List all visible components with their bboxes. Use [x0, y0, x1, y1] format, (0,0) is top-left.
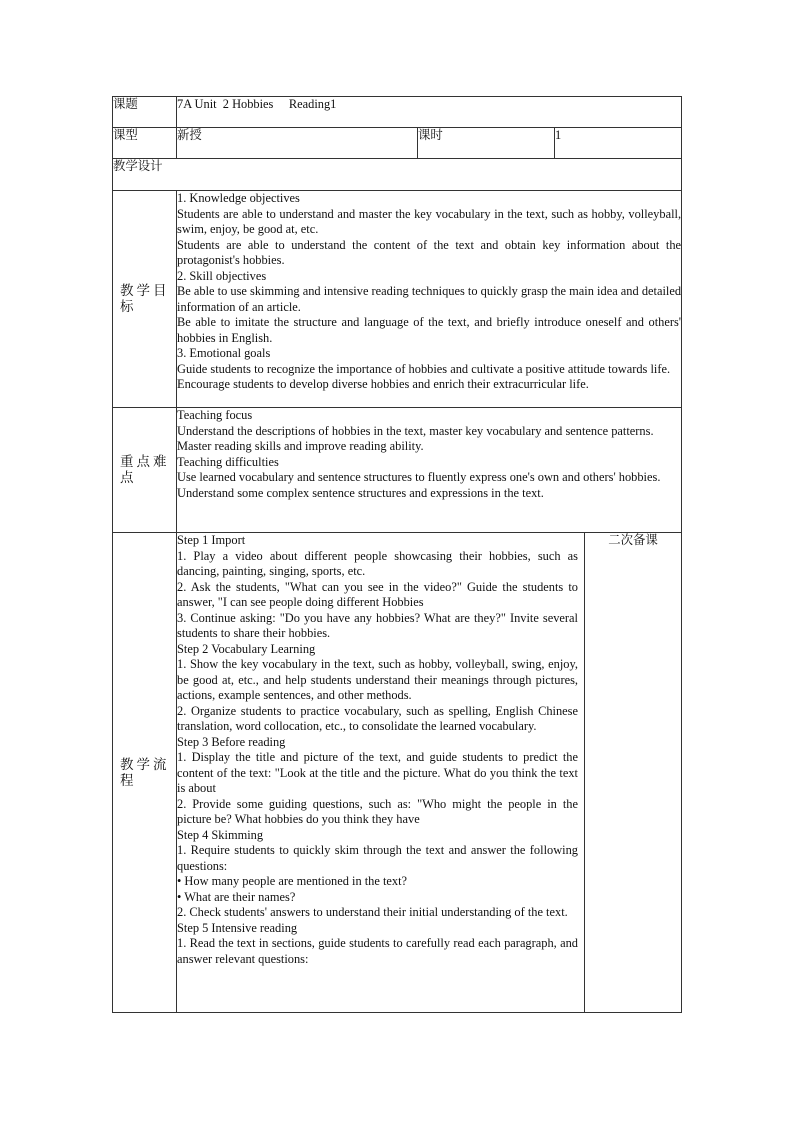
- design-label: 教学设计: [113, 159, 682, 191]
- process-line: 2. Organize students to practice vocabulary, such as spelling, English Chinese translation, word collocation, etc., to consolidate the learned vocabulary.: [177, 703, 578, 733]
- period-value: 1: [555, 128, 682, 159]
- focus-content: [177, 408, 682, 533]
- objective-line: 3. Emotional goals: [177, 346, 271, 360]
- lesson-plan-table: [112, 96, 682, 1013]
- objective-line: Encourage students to develop diverse hobbies and enrich their extracurricular life.: [177, 377, 589, 391]
- focus-line: Use learned vocabulary and sentence structures to fluently express one's own and others' hobbies.: [177, 470, 661, 484]
- objective-line: Be able to imitate the structure and language of the text, and briefly introduce oneself and others' hobbies in English.: [177, 315, 682, 345]
- process-line: 1. Read the text in sections, guide students to carefully read each paragraph, and answer relevant questions:: [177, 936, 578, 966]
- process-line: Step 3 Before reading: [177, 734, 286, 749]
- type-row: [113, 128, 682, 159]
- objectives-content: [177, 191, 682, 408]
- process-line: Step 4 Skimming: [177, 827, 264, 842]
- process-content: [177, 533, 585, 1013]
- topic-value: 7A Unit 2 Hobbies Reading1: [177, 97, 682, 128]
- focus-line: Understand the descriptions of hobbies in the text, master key vocabulary and sentence patterns.: [177, 423, 654, 438]
- objective-line: Guide students to recognize the importance of hobbies and cultivate a positive attitude towards life.: [177, 361, 671, 376]
- focus-line: Understand some complex sentence structures and expressions in the text.: [177, 485, 544, 500]
- objective-line: Students are able to understand and master the key vocabulary in the text, such as hobby, volleyball, swim, enjoy, be good at, etc.: [177, 206, 682, 236]
- secondary-prep-column: [585, 533, 682, 1013]
- focus-line: Teaching difficulties: [177, 454, 279, 469]
- process-line: 1. Play a video about different people showcasing their hobbies, such as dancing, painting, singing, sports, etc.: [177, 548, 578, 578]
- objectives-label: 教学目标: [113, 191, 177, 408]
- process-line: 1. Display the title and picture of the text, and guide students to predict the content of the text: "Look at the title and the picture. What do you think the text is about: [177, 750, 578, 795]
- process-line: 3. Continue asking: "Do you have any hobbies? What are they?" Invite several students to share their hobbies.: [177, 610, 578, 640]
- topic-label: 课题: [113, 97, 177, 128]
- process-line: 2. Check students' answers to understand their initial understanding of the text.: [177, 905, 568, 919]
- type-label: 课型: [113, 128, 177, 159]
- design-row: [113, 159, 682, 191]
- process-line: Step 1 Import: [177, 533, 246, 547]
- secondary-prep-label: 二次备课: [608, 533, 658, 547]
- process-line: Step 2 Vocabulary Learning: [177, 641, 316, 656]
- process-line: • What are their names?: [177, 889, 296, 904]
- period-label: 课时: [418, 128, 555, 159]
- objective-line: 2. Skill objectives: [177, 268, 267, 283]
- process-line: 2. Provide some guiding questions, such as: "Who might the people in the picture be? What hobbies do you think they have: [177, 796, 578, 826]
- process-row: [113, 533, 682, 1013]
- type-value: 新授: [177, 128, 418, 159]
- process-label: 教学流程: [113, 533, 177, 1013]
- topic-row: [113, 97, 682, 128]
- focus-line: Teaching focus: [177, 408, 253, 422]
- process-line: 1. Show the key vocabulary in the text, such as hobby, volleyball, swing, enjoy, be good at, etc., and help students understand their meanings through pictures, actions, example sentences, and other methods.: [177, 657, 578, 702]
- focus-row: [113, 408, 682, 533]
- focus-label: 重点难点: [113, 408, 177, 533]
- objective-line: Be able to use skimming and intensive reading techniques to quickly grasp the main idea and detailed information of an article.: [177, 284, 682, 314]
- process-line: 1. Require students to quickly skim through the text and answer the following questions:: [177, 843, 578, 873]
- objective-line: 1. Knowledge objectives: [177, 191, 300, 205]
- objective-line: Students are able to understand the content of the text and obtain key information about the protagonist's hobbies.: [177, 237, 682, 267]
- objectives-row: [113, 191, 682, 408]
- process-line: • How many people are mentioned in the text?: [177, 874, 408, 888]
- focus-line: Master reading skills and improve reading ability.: [177, 439, 424, 453]
- process-line: Step 5 Intensive reading: [177, 920, 298, 935]
- process-line: 2. Ask the students, "What can you see in the video?" Guide the students to answer, "I can see people doing different Hobbies: [177, 579, 578, 609]
